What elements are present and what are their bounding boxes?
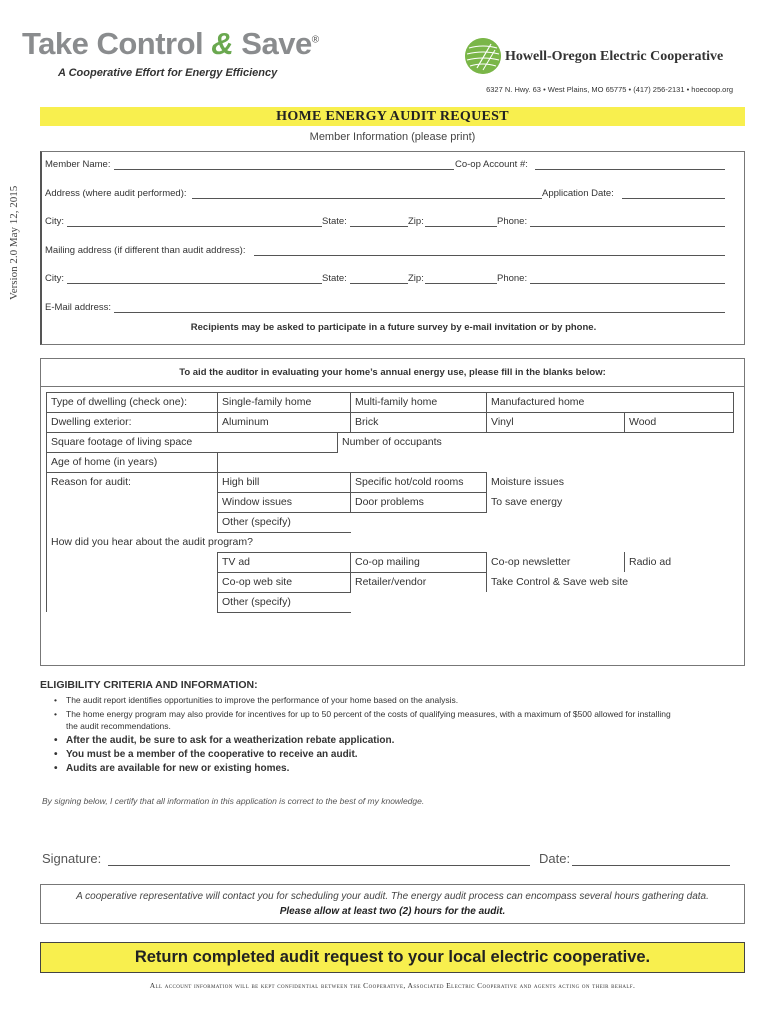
signature-field[interactable] xyxy=(108,865,530,866)
phone-label: Phone: xyxy=(497,216,528,227)
contact-notice-box xyxy=(40,884,745,924)
option-vinyl[interactable]: Vinyl xyxy=(491,416,514,428)
mailing-city-label: City: xyxy=(45,273,64,284)
version-date-label: Version 2.0 May 12, 2015 xyxy=(8,185,20,300)
option-door-problems[interactable]: Door problems xyxy=(355,496,424,508)
state-field[interactable] xyxy=(350,226,408,227)
coop-name: Howell-Oregon Electric Cooperative xyxy=(505,49,724,64)
certification-statement: By signing below, I certify that all information in this application is correct to the best of my knowledge. xyxy=(42,796,425,806)
zip-field[interactable] xyxy=(425,226,497,227)
mailing-state-label: State: xyxy=(322,273,347,284)
option-coop-mailing[interactable]: Co-op mailing xyxy=(355,556,420,568)
coop-address: 6327 N. Hwy. 63 • West Plains, MO 65775 • (417) 256-2131 • hoecoop.org xyxy=(486,85,733,94)
option-retailer[interactable]: Retailer/vendor xyxy=(355,576,427,588)
signature-date-field[interactable] xyxy=(572,865,730,866)
mailing-address-label: Mailing address (if different than audit address): xyxy=(45,245,246,256)
member-info-section xyxy=(40,151,745,345)
coop-account-label: Co-op Account #: xyxy=(455,159,528,170)
eligibility-bullet-2-cont: the audit recommendations. xyxy=(66,721,171,731)
reason-label: Reason for audit: xyxy=(51,476,131,488)
application-date-field[interactable] xyxy=(622,198,725,199)
email-label: E-Mail address: xyxy=(45,302,111,313)
contact-notice-line2: Please allow at least two (2) hours for the audit. xyxy=(279,906,506,917)
option-single-family[interactable]: Single-family home xyxy=(222,396,312,408)
address-label: Address (where audit performed): xyxy=(45,188,187,199)
brand-ampersand: & xyxy=(211,26,234,61)
survey-notice: Recipients may be asked to participate in a future survey by e-mail invitation or by phone. xyxy=(190,322,597,333)
coop-account-field[interactable] xyxy=(535,169,725,170)
application-date-label: Application Date: xyxy=(542,188,614,199)
option-save-energy[interactable]: To save energy xyxy=(491,496,563,508)
eligibility-bullet-5: • Audits are available for new or existing homes. xyxy=(54,763,290,774)
option-tcs-website[interactable]: Take Control & Save web site xyxy=(491,576,629,588)
mailing-zip-label: Zip: xyxy=(408,273,424,284)
state-label: State: xyxy=(322,216,347,227)
option-hot-cold-rooms[interactable]: Specific hot/cold rooms xyxy=(355,476,464,488)
brand-tagline: A Cooperative Effort for Energy Efficiency xyxy=(58,67,278,79)
square-footage-label: Square footage of living space xyxy=(51,436,193,448)
coop-globe-logo-icon xyxy=(465,38,501,74)
address-field[interactable] xyxy=(192,198,542,199)
option-tv-ad[interactable]: TV ad xyxy=(222,556,251,568)
confidentiality-footnote: All account information will be kept confidential between the Cooperative, Associated Electric Cooperative and agents acting on their behalf. xyxy=(149,981,636,990)
eligibility-bullet-1: • The audit report identifies opportunities to improve the performance of your home based on the analysis. xyxy=(54,695,459,705)
mailing-zip-field[interactable] xyxy=(425,283,497,284)
option-multi-family[interactable]: Multi-family home xyxy=(355,396,438,408)
heard-about-label: How did you hear about the audit program? xyxy=(51,536,253,548)
eligibility-bullet-4: • You must be a member of the cooperative to receive an audit. xyxy=(54,749,358,760)
option-radio-ad[interactable]: Radio ad xyxy=(629,556,672,568)
member-name-label: Member Name: xyxy=(45,159,111,170)
member-name-field[interactable] xyxy=(114,169,454,170)
return-instructions: Return completed audit request to your local electric cooperative. xyxy=(40,942,745,973)
signature-label: Signature: xyxy=(42,851,102,866)
mailing-city-field[interactable] xyxy=(67,283,322,284)
eligibility-title: ELIGIBILITY CRITERIA AND INFORMATION: xyxy=(40,679,258,691)
mailing-phone-field[interactable] xyxy=(530,283,725,284)
member-info-subtitle: Member Information (please print) xyxy=(309,131,476,143)
mailing-state-field[interactable] xyxy=(350,283,408,284)
option-wood[interactable]: Wood xyxy=(629,416,657,428)
form-title: HOME ENERGY AUDIT REQUEST xyxy=(40,107,745,126)
energy-use-section xyxy=(40,358,745,666)
mailing-address-field[interactable] xyxy=(254,255,725,256)
option-brick[interactable]: Brick xyxy=(355,416,379,428)
option-coop-newsletter[interactable]: Co-op newsletter xyxy=(491,556,571,568)
occupants-label: Number of occupants xyxy=(342,436,442,448)
phone-field[interactable] xyxy=(530,226,725,227)
option-reason-other[interactable]: Other (specify) xyxy=(222,516,291,528)
option-manufactured[interactable]: Manufactured home xyxy=(491,396,585,408)
dwelling-type-label: Type of dwelling (check one): xyxy=(51,396,187,408)
email-field[interactable] xyxy=(114,312,725,313)
zip-label: Zip: xyxy=(408,216,424,227)
exterior-label: Dwelling exterior: xyxy=(51,416,132,428)
city-field[interactable] xyxy=(67,226,322,227)
option-moisture[interactable]: Moisture issues xyxy=(491,476,564,488)
registered-mark: ® xyxy=(311,34,319,46)
brand-logo xyxy=(22,26,319,62)
brand-text-1: Take Control xyxy=(22,26,212,61)
brand-text-2: Save xyxy=(233,26,312,61)
option-high-bill[interactable]: High bill xyxy=(222,476,260,488)
eligibility-bullet-3: • After the audit, be sure to ask for a weatherization rebate application. xyxy=(54,735,395,746)
option-heard-other[interactable]: Other (specify) xyxy=(222,596,291,608)
eligibility-bullet-2: • The home energy program may also provide for incentives for up to 50 percent of the costs of qualifying measures, with a maximum of $500 allowed for installing xyxy=(54,709,671,719)
contact-notice-line1: A cooperative representative will contact you for scheduling your audit. The energy audit process can encompass several hours gathering data. xyxy=(76,891,709,902)
option-window-issues[interactable]: Window issues xyxy=(222,496,293,508)
option-aluminum[interactable]: Aluminum xyxy=(222,416,269,428)
mailing-phone-label: Phone: xyxy=(497,273,528,284)
age-label: Age of home (in years) xyxy=(51,456,158,468)
city-label: City: xyxy=(45,216,64,227)
date-label: Date: xyxy=(539,851,571,866)
option-coop-website[interactable]: Co-op web site xyxy=(222,576,293,588)
energy-use-heading: To aid the auditor in evaluating your home’s annual energy use, please fill in the blanks below: xyxy=(41,359,744,387)
